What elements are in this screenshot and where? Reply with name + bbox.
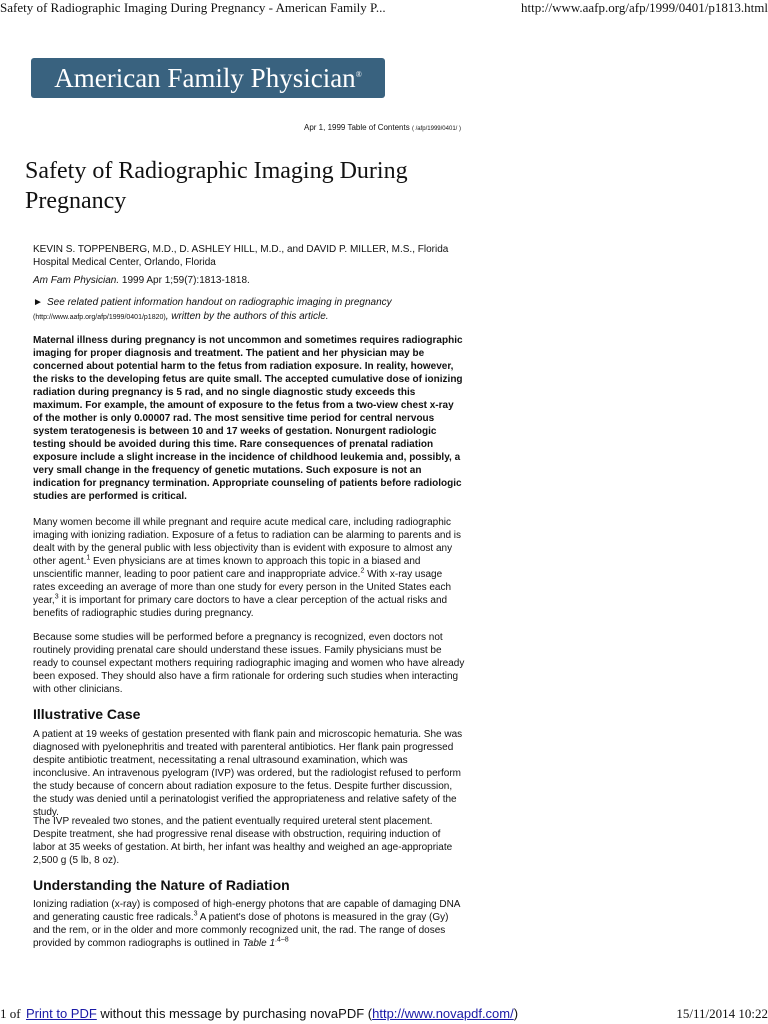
body-paragraph-case: A patient at 19 weeks of gestation presented with flank pain and microscopic hematuria. She was diagnosed with pyelonephritis and treated with parenteral antibiotics. Her flank pain progressed despite antibiotic treatment, necessitating a renal ultrasound examination, which was inconclusive. An intravenous pyelogram (IVP) was ordered, but the radiologist refused to perform the study because of concern about radiation exposure to the fetus. Despite further discussion, the study was denied until a perinatologist verified the appropriateness and relative safety of the study. (33, 729, 463, 818)
body-paragraph-studies: Because some studies will be performed before a pregnancy is recognized, even doctors not routinely providing prenatal care should understand these issues. Family physicians must be ready to counsel expectant mothers requiring radiographic imaging and women who have already been exposed. They should also have a firm rationale for ordering such studies when interacting with other clinicians. (33, 632, 465, 695)
page-header-title: Safety of Radiographic Imaging During Pregnancy - American Family P... (0, 0, 386, 15)
body-paragraph-radiation (33, 898, 465, 950)
reference-link[interactable]: 3 (193, 910, 198, 918)
reference-link[interactable]: 2 (360, 567, 365, 575)
section-heading-illustrative-case: Illustrative Case (33, 706, 141, 722)
body-paragraph-outcome: The IVP revealed two stones, and the patient eventually required ureteral stent placement. Despite treatment, she had progressive renal disease with obstruction, requiring induction of labor at 35 weeks of gestation. At birth, her infant was healthy and weighed an age-appropriate 2,500 g (5 lb, 8 oz). (33, 816, 453, 866)
related-handout-tail: , written by the authors of this article. (165, 311, 329, 322)
footer-message-end: ) (513, 1006, 519, 1021)
page-counter: 1 of (0, 1006, 21, 1021)
paragraph-text: it is important for primary care doctors to have a clear perception of the actual risks and benefits of radiographic studies during pregnancy. (33, 595, 448, 619)
print-to-pdf-link[interactable]: Print to PDF (26, 1006, 97, 1021)
page-header-url: http://www.aafp.org/afp/1999/0401/p1813.html (521, 0, 768, 15)
article-authors: KEVIN S. TOPPENBERG, M.D., D. ASHLEY HILL, M.D., and DAVID P. MILLER, M.S., Florida Hospital Medical Center, Orlando, Florida (33, 244, 449, 268)
related-handout-url: (http://www.aafp.org/afp/1999/0401/p1820) (33, 314, 166, 321)
section-heading-radiation: Understanding the Nature of Radiation (33, 877, 290, 893)
toc-link[interactable]: Table of Contents (347, 123, 410, 132)
reference-link[interactable]: 1 (86, 554, 91, 562)
arrow-right-icon: ► (33, 297, 43, 308)
citation-details: 1999 Apr 1;59(7):1813-1818. (119, 275, 250, 286)
related-handout-text[interactable]: See related patient information handout on radiographic imaging in pregnancy (47, 297, 392, 308)
article-title: Safety of Radiographic Imaging During Pregnancy (25, 158, 408, 214)
reference-link[interactable]: .4–8 (275, 936, 289, 944)
print-timestamp: 15/11/2014 10:22 (676, 1006, 768, 1021)
article-citation (33, 274, 465, 287)
reference-link[interactable]: 3 (54, 593, 59, 601)
body-paragraph-intro (33, 516, 465, 620)
article-abstract: Maternal illness during pregnancy is not uncommon and sometimes requires radiographic imaging for proper diagnosis and treatment. The patient and her physician may be concerned about potential harm to the fetus from radiation exposure. In reality, however, the risks to the developing fetus are quite small. The accepted cumulative dose of ionizing radiation during pregnancy is 5 rad, and no single diagnostic study exceeds this maximum. For example, the amount of exposure to the fetus from a two-view chest x-ray of the mother is only 0.00007 rad. The most sensitive time period for central nervous system teratogenesis is between 10 and 17 weeks of gestation. Nonurgent radiologic testing should be avoided during this time. Rare consequences of prenatal radiation exposure include a slight increase in the incidence of childhood leukemia and, possibly, a very small change in the frequency of genetic mutations. Such exposure is not an indication for pregnancy termination. Appropriate counseling of patients before radiologic studies are performed is critical. (33, 335, 463, 502)
paragraph-text: With x-ray usage rates exceeding an average of more than one study for every person in the United States each year, (33, 569, 452, 606)
paragraph-text: Ionizing radiation (x-ray) is composed of high-energy photons that are capable of damaging DNA and generating caustic free radicals. (33, 899, 460, 923)
journal-name: Am Fam Physician. (33, 275, 120, 286)
paragraph-text: A patient's dose of photons is measured in the gray (Gy) and the rem, or in the older and more commonly recognized unit, the rad. The range of doses provided by common radiographs is outlined in (33, 912, 449, 949)
paragraph-text: Many women become ill while pregnant and require acute medical care, including radiographic imaging with ionizing radiation. Exposure of a fetus to radiation can be alarming to parents and is dealt with by the general public with less objectivity than is evident with exposure to almost any other agent. (33, 517, 462, 567)
related-handout (33, 296, 465, 324)
table-link[interactable]: Table 1 (242, 938, 275, 949)
footer-message (26, 1006, 518, 1021)
journal-logo[interactable] (31, 58, 385, 98)
toc-url: ( /afp/1999/0401/ ) (411, 126, 461, 132)
logo-text: American Family Physician (54, 63, 356, 93)
novapdf-link[interactable]: http://www.novapdf.com/ (372, 1006, 514, 1021)
footer-message-text: without this message by purchasing novaPDF ( (96, 1006, 373, 1021)
issue-date: Apr 1, 1999 (304, 123, 346, 132)
paragraph-text: Even physicians are at times known to approach this topic in a biased and unscientific manner, leading to poor patient care and inappropriate advice. (33, 556, 421, 580)
registered-mark: ® (355, 70, 362, 79)
issue-line (304, 123, 461, 132)
